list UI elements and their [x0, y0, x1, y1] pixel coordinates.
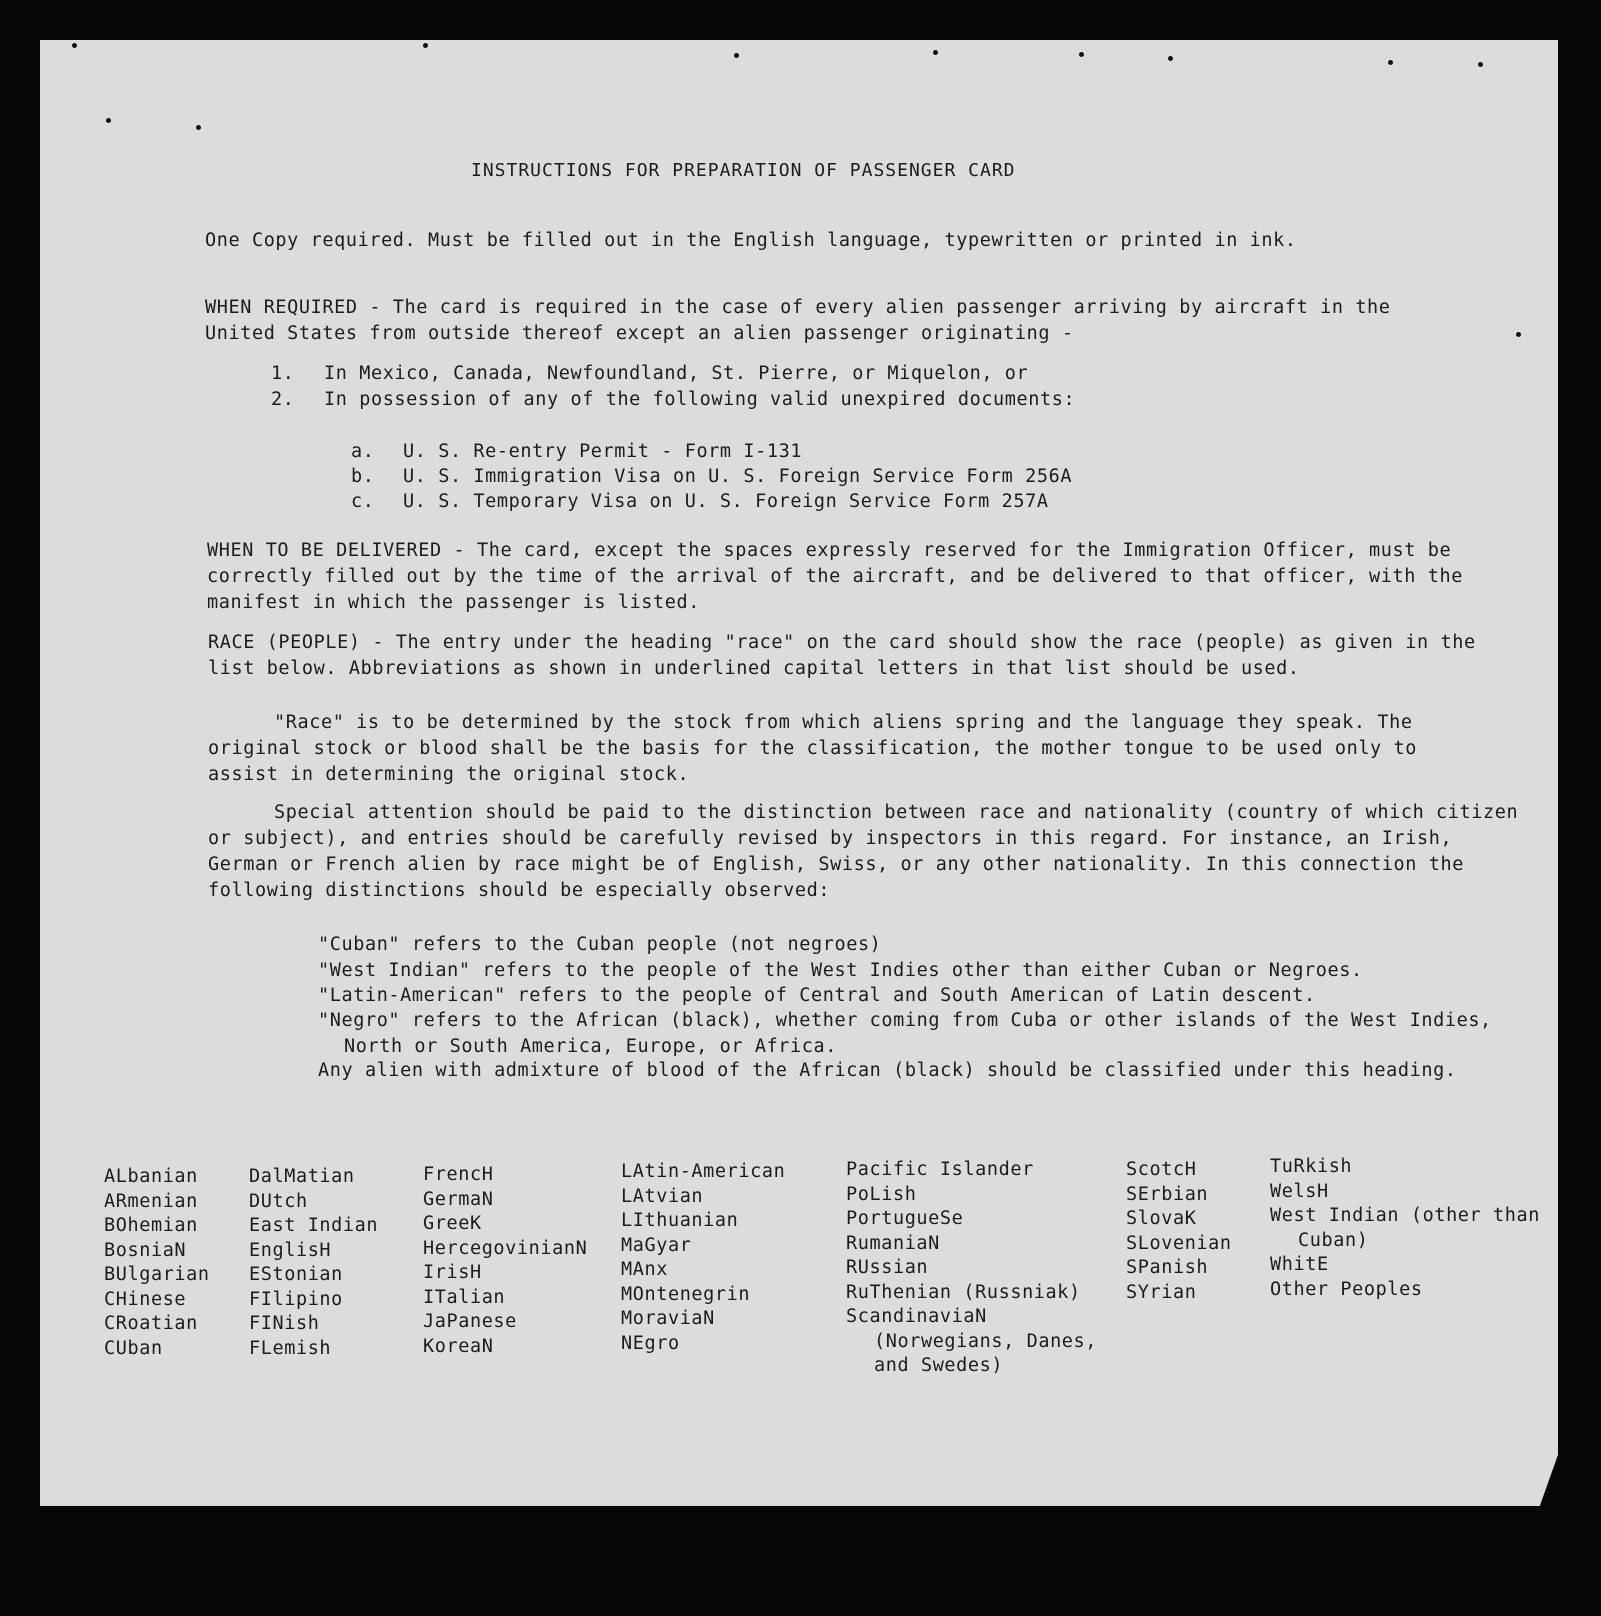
- list-item-number: 1.: [271, 363, 295, 384]
- race-list-item: GreeK: [423, 1213, 482, 1234]
- speck: [1168, 56, 1173, 61]
- speck: [423, 43, 428, 48]
- race-list-item: RumaniaN: [846, 1232, 940, 1254]
- race-list-item: SPanish: [1126, 1257, 1209, 1278]
- race-list-item: IrisH: [423, 1262, 482, 1283]
- race-list-item: EnglisH: [249, 1239, 332, 1261]
- race-list-item: ITalian: [423, 1286, 506, 1308]
- race-list-item: SLovenian: [1126, 1232, 1232, 1254]
- distinction-item: "West Indian" refers to the people of the West Indies other than either Cuban or Negroes.: [318, 960, 1363, 981]
- race-list-column-5: [846, 1158, 1134, 1379]
- race-list-item: TuRkish: [1270, 1156, 1353, 1177]
- race-list-item: ALbanian: [104, 1166, 198, 1187]
- race-list-item: HercegovinianN: [423, 1237, 588, 1259]
- race-list-column-6: [1126, 1158, 1232, 1305]
- race-list-column-3: [423, 1163, 587, 1359]
- speck: [106, 118, 111, 123]
- race-list-item: PortugueSe: [846, 1208, 964, 1229]
- race-list-item: EStonian: [249, 1264, 343, 1285]
- race-list-item: FINish: [249, 1313, 320, 1334]
- sub-item-text: U. S. Re-entry Permit - Form I-131: [403, 441, 803, 462]
- race-list-item: KoreaN: [423, 1335, 494, 1357]
- speck: [1478, 62, 1483, 67]
- race-list-item: LIthuanian: [621, 1210, 739, 1231]
- race-list-item: ScotcH: [1126, 1159, 1197, 1180]
- race-list-item: SlovaK: [1126, 1208, 1197, 1229]
- race-paragraph: RACE (PEOPLE) - The entry under the heading "race" on the card should show the race (people) as given in the list below. Abbreviations as shown in underlined capital letters in that list should be used.: [208, 632, 1476, 679]
- race-list-item: WelsH: [1270, 1180, 1329, 1202]
- when-required-paragraph: WHEN REQUIRED - The card is required in the case of every alien passenger arriving by aircraft in the United States from outside thereof except an alien passenger originating -: [205, 297, 1391, 344]
- race-list-item: JaPanese: [423, 1311, 517, 1332]
- sub-item-text: U. S. Immigration Visa on U. S. Foreign Service Form 256A: [403, 466, 1073, 487]
- race-list-column-2: [249, 1165, 378, 1361]
- race-list-column-1: [104, 1165, 210, 1361]
- speck: [1516, 332, 1521, 337]
- race-list-item: DalMatian: [249, 1166, 355, 1187]
- race-list-item: SErbian: [1126, 1183, 1209, 1205]
- page-title: INSTRUCTIONS FOR PREPARATION OF PASSENGER CARD: [471, 160, 1016, 181]
- distinction-item: "Latin-American" refers to the people of Central and South American of Latin descent.: [318, 985, 1316, 1006]
- sub-item-text: U. S. Temporary Visa on U. S. Foreign Service Form 257A: [403, 491, 1049, 512]
- sub-item-letter: a.: [351, 441, 375, 462]
- speck: [933, 50, 938, 55]
- race-list-column-4: [621, 1160, 785, 1356]
- list-item-number: 2.: [271, 389, 295, 410]
- race-definition-paragraph: "Race" is to be determined by the stock from which aliens spring and the language they speak. The original stock or blood shall be the basis for the classification, the mother tongue to be used only to assist in determining the original stock.: [208, 712, 1418, 785]
- race-list-item: NEgro: [621, 1332, 680, 1354]
- speck: [1079, 52, 1084, 57]
- race-list-item: MaGyar: [621, 1234, 692, 1256]
- speck: [72, 43, 77, 48]
- race-list-item: FLemish: [249, 1337, 332, 1359]
- list-item-text: In possession of any of the following valid unexpired documents:: [324, 389, 1076, 410]
- sub-item-letter: c.: [351, 491, 375, 512]
- race-list-item: East Indian: [249, 1215, 379, 1236]
- race-list-item: BosniaN: [104, 1239, 187, 1261]
- race-list-item: West Indian (other than Cuban): [1270, 1205, 1540, 1251]
- race-list-item: DUtch: [249, 1190, 308, 1212]
- race-list-item: CHinese: [104, 1288, 187, 1310]
- race-list-item: MOntenegrin: [621, 1283, 751, 1305]
- race-list-item: CUban: [104, 1337, 163, 1359]
- race-list-item: BOhemian: [104, 1215, 198, 1236]
- race-list-item: ARmenian: [104, 1190, 198, 1212]
- race-list-item: FIlipino: [249, 1288, 343, 1310]
- race-list-item: GermaN: [423, 1188, 494, 1210]
- race-list-item: RUssian: [846, 1257, 929, 1278]
- race-list-item: WhitE: [1270, 1254, 1329, 1275]
- special-attention-paragraph: Special attention should be paid to the distinction between race and nationality (country of which citizen or subject), and entries should be carefully revised by inspectors in this regard. For instance, an Irish, German or French alien by race might be of English, Swiss, or any other nationality. In this connection the following distinctions should be especially observed:: [208, 802, 1519, 901]
- race-list-item: BUlgarian: [104, 1264, 210, 1285]
- speck: [734, 53, 739, 58]
- race-list-item: Other Peoples: [1270, 1278, 1423, 1300]
- speck: [196, 125, 201, 130]
- race-list-item: ScandinaviaN (Norwegians, Danes, and Swedes): [846, 1306, 1098, 1376]
- race-list-item: RuThenian (Russniak): [846, 1281, 1081, 1303]
- distinction-item: "Negro" refers to the African (black), whether coming from Cuba or other islands of the West Indies, North or South America, Europe, or Africa.: [318, 1010, 1492, 1057]
- speck: [1388, 60, 1393, 65]
- race-list-item: MoraviaN: [621, 1308, 715, 1329]
- race-list-item: MAnx: [621, 1259, 668, 1280]
- race-list-item: LAtvian: [621, 1185, 704, 1207]
- distinction-item: "Cuban" refers to the Cuban people (not negroes): [318, 934, 882, 955]
- sub-item-letter: b.: [351, 466, 375, 487]
- list-item-text: In Mexico, Canada, Newfoundland, St. Pierre, or Miquelon, or: [324, 363, 1029, 384]
- intro-paragraph: One Copy required. Must be filled out in the English language, typewritten or printed in ink.: [205, 230, 1297, 251]
- when-delivered-paragraph: WHEN TO BE DELIVERED - The card, except the spaces expressly reserved for the Immigration Officer, must be correctly filled out by the time of the arrival of the aircraft, and be delivered to that officer, with the manifest in which the passenger is listed.: [207, 540, 1463, 613]
- race-list-item: Pacific Islander: [846, 1159, 1034, 1180]
- race-list-item: FrencH: [423, 1164, 494, 1185]
- race-list-item: PoLish: [846, 1183, 917, 1205]
- distinction-item: Any alien with admixture of blood of the African (black) should be classified under this heading.: [318, 1060, 1457, 1081]
- race-list-column-7: [1270, 1155, 1548, 1302]
- race-list-item: CRoatian: [104, 1313, 198, 1334]
- race-list-item: LAtin-American: [621, 1161, 786, 1182]
- race-list-item: SYrian: [1126, 1281, 1197, 1303]
